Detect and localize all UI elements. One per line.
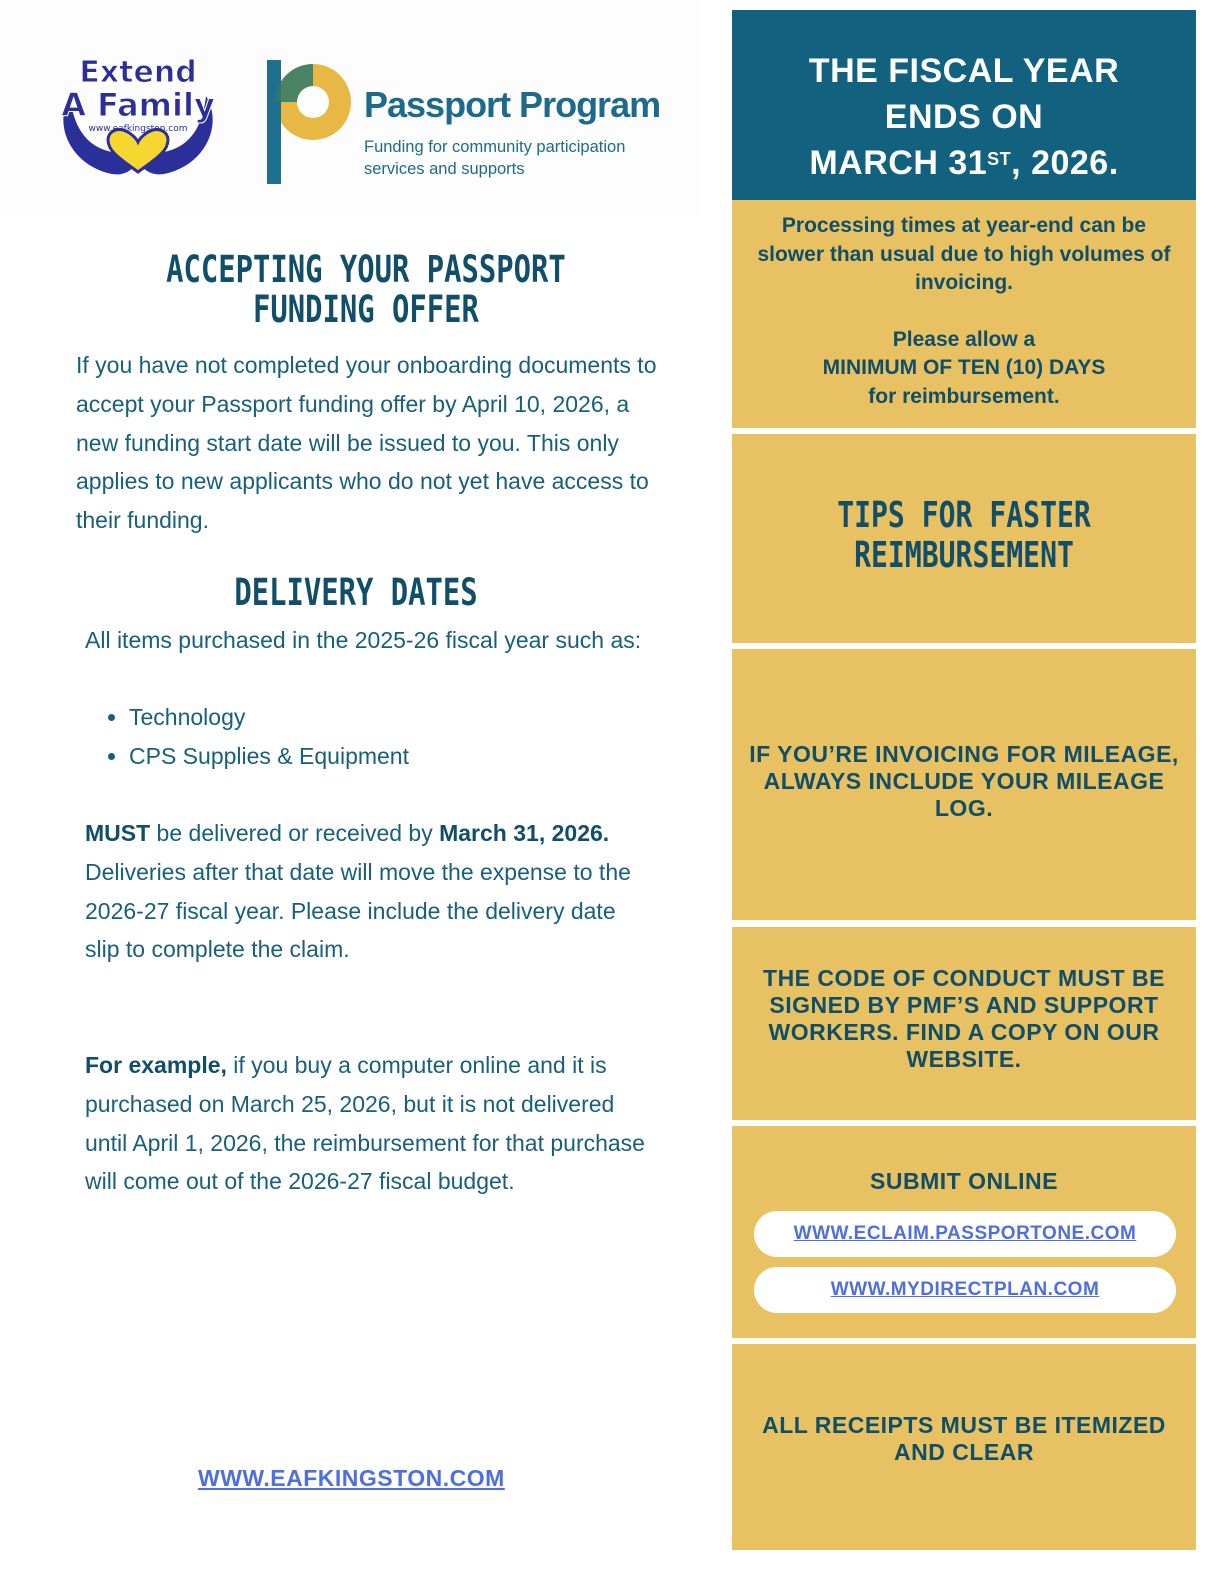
eclaim-link[interactable]: WWW.ECLAIM.PASSPORTONE.COM — [754, 1211, 1176, 1257]
eaf-line1: Extend — [79, 56, 197, 90]
accepting-heading-line1: ACCEPTING YOUR PASSPORT — [166, 248, 566, 291]
delivery-intro: All items purchased in the 2025-26 fiscal year such as: — [85, 627, 642, 653]
banner-date-main: MARCH 31 — [809, 144, 988, 182]
delivery-items-list — [85, 698, 409, 776]
example-paragraph — [85, 1046, 645, 1201]
delivery-dates-heading: DELIVERY DATES — [234, 571, 478, 614]
must-rest: Deliveries after that date will move the expense to the 2026-27 fiscal year. Please include the delivery date slip to complete the claim. — [85, 858, 631, 963]
processing-text: Processing times at year-end can be slower than usual due to high volumes of invoicing. — [757, 214, 1171, 295]
banner-date-year: , 2026. — [1011, 144, 1119, 182]
fiscal-year-banner — [732, 10, 1196, 200]
banner-line3 — [732, 140, 1196, 186]
allow-line3: for reimbursement. — [868, 384, 1060, 408]
deadline-date: March 31, 2026. — [439, 820, 610, 846]
accepting-heading-line2: FUNDING OFFER — [253, 288, 479, 331]
mydirectplan-link[interactable]: WWW.MYDIRECTPLAN.COM — [754, 1267, 1176, 1313]
tips-heading-line2: REIMBURSEMENT — [854, 535, 1074, 576]
tips-heading — [783, 496, 1145, 576]
submit-online-panel — [732, 1126, 1196, 1338]
passport-program-title: Passport Program — [364, 84, 661, 125]
receipts-panel: ALL RECEIPTS MUST BE ITEMIZED AND CLEAR — [732, 1344, 1196, 1550]
logo-bar — [0, 0, 700, 215]
allow-line2: MINIMUM OF TEN (10) DAYS — [822, 356, 1106, 380]
banner-line1: THE FISCAL YEAR — [808, 52, 1120, 90]
eafkingston-link[interactable]: WWW.EAFKINGSTON.COM — [198, 1465, 505, 1491]
eaf-line2: A Family — [61, 86, 215, 124]
extend-a-family-emblem — [52, 56, 224, 184]
delivery-deadline-paragraph — [85, 814, 645, 969]
accepting-offer-heading — [140, 250, 592, 330]
example-rest: if you buy a computer online and it is purchased on March 25, 2026, but it is not delivered until April 1, 2026, the reimbursement for that purchase will come out of the 2026-27 fiscal budget. — [85, 1052, 645, 1195]
banner-line2: ENDS ON — [884, 98, 1044, 136]
tips-heading-line1: TIPS FOR FASTER — [837, 495, 1091, 536]
passport-program-subtitle: Funding for community participation services and supports — [364, 138, 626, 178]
tips-panel — [732, 434, 1196, 643]
mileage-tip-panel: IF YOU’RE INVOICING FOR MILEAGE, ALWAYS INCLUDE YOUR MILEAGE LOG. — [732, 649, 1196, 920]
passport-p-icon — [263, 60, 359, 184]
processing-times-panel — [732, 200, 1196, 428]
must-word: MUST — [85, 820, 151, 846]
must-mid: be delivered or received by — [150, 820, 440, 846]
example-lead: For example, — [85, 1052, 227, 1078]
list-item: • Technology — [129, 698, 409, 737]
submit-online-title: SUBMIT ONLINE — [870, 1168, 1058, 1194]
accepting-offer-body: If you have not completed your onboarding documents to accept your Passport funding offer by April 10, 2026, a new funding start date will be issued to you. This only applies to new applicants who do not yet have access to their funding. — [76, 352, 657, 534]
eaf-url: www.eafkingston.com — [88, 124, 188, 134]
code-of-conduct-panel: THE CODE OF CONDUCT MUST BE SIGNED BY PMF’S AND SUPPORT WORKERS. FIND A COPY ON OUR WEBSITE. — [732, 927, 1196, 1120]
extend-a-family-logo — [52, 56, 224, 184]
allow-line1: Please allow a — [892, 327, 1036, 351]
banner-date-sup: ST — [987, 149, 1012, 169]
list-item: • CPS Supplies & Equipment — [129, 737, 409, 776]
